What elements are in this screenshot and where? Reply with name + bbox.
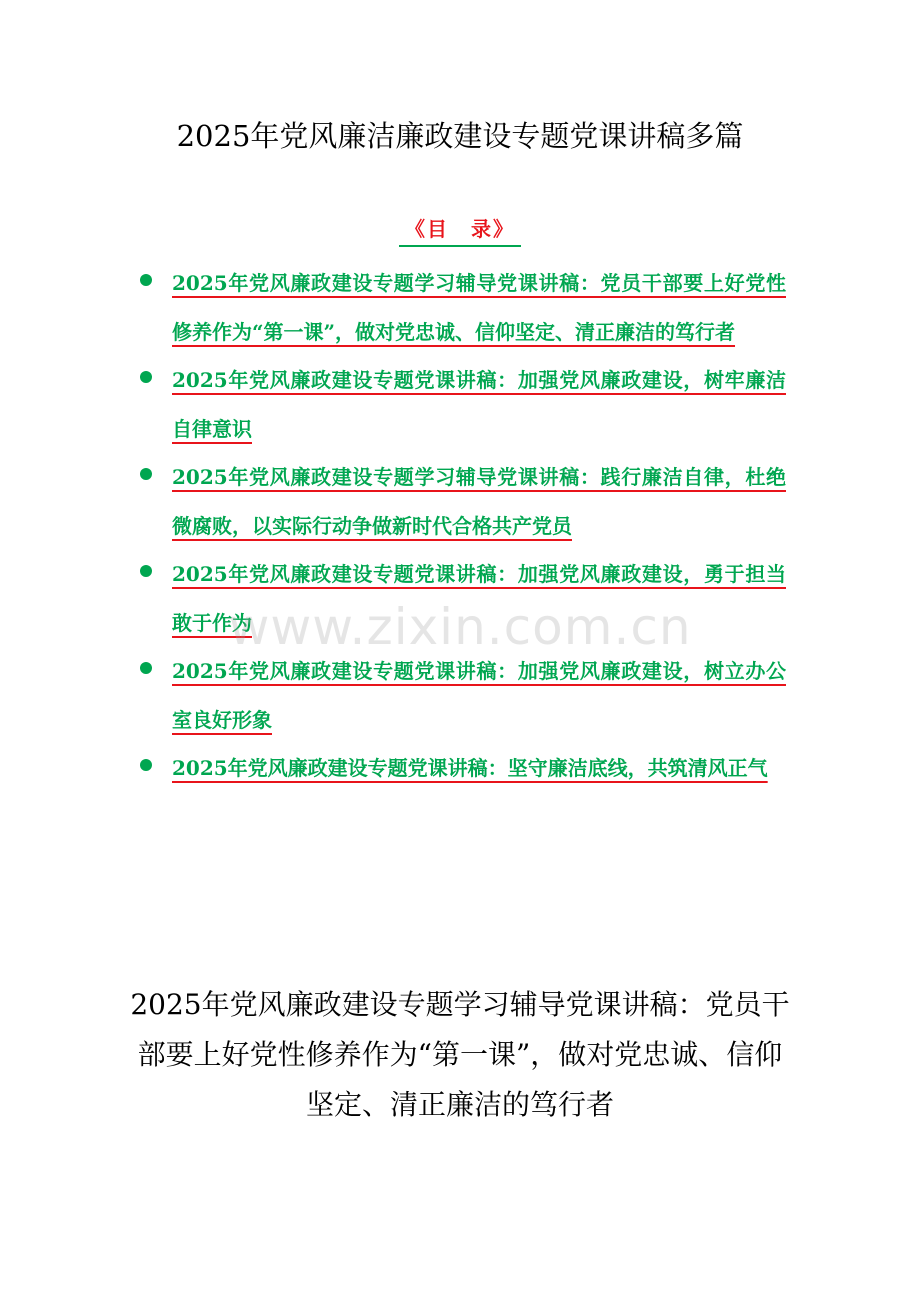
watermark: www.zixin.com.cn [228, 598, 692, 656]
toc-link-text: 2025年党风廉政建设专题党课讲稿：加强党风廉政建设，勇于担当敢于作为 [172, 562, 786, 635]
bullet-icon [140, 468, 152, 480]
toc-link-text: 2025年党风廉政建设专题党课讲稿：加强党风廉政建设，树立办公室良好形象 [172, 659, 786, 732]
toc-link-1[interactable] [172, 259, 786, 356]
toc-item-5[interactable] [136, 647, 786, 744]
bullet-icon [140, 274, 152, 286]
toc-link-text: 2025年党风廉政建设专题学习辅导党课讲稿：党员干部要上好党性修养作为“第一课”，做对党忠诚、信仰坚定、清正廉洁的笃行者 [172, 271, 786, 344]
toc-link-5[interactable] [172, 647, 786, 744]
toc-item-3[interactable] [136, 453, 786, 550]
bullet-icon [140, 371, 152, 383]
toc-link-2[interactable] [172, 356, 786, 453]
toc-link-6[interactable] [172, 744, 786, 793]
toc-link-3[interactable] [172, 453, 786, 550]
bullet-icon [140, 662, 152, 674]
toc-item-1[interactable] [136, 259, 786, 356]
toc-link-text: 2025年党风廉政建设专题党课讲稿：坚守廉洁底线，共筑清风正气 [172, 756, 768, 780]
toc-heading-label: 《目 录》 [399, 214, 521, 247]
toc-link-text: 2025年党风廉政建设专题学习辅导党课讲稿：践行廉洁自律，杜绝微腐败，以实际行动争做新时代合格共产党员 [172, 465, 786, 538]
bullet-icon [140, 565, 152, 577]
toc-heading [0, 214, 920, 247]
toc-item-2[interactable] [136, 356, 786, 453]
bullet-icon [140, 759, 152, 771]
toc-link-text: 2025年党风廉政建设专题党课讲稿：加强党风廉政建设，树牢廉洁自律意识 [172, 368, 786, 441]
section-title: 2025年党风廉政建设专题学习辅导党课讲稿：党员干部要上好党性修养作为“第一课”，做对党忠诚、信仰坚定、清正廉洁的笃行者 [130, 988, 790, 1121]
table-of-contents [136, 259, 786, 793]
toc-item-6[interactable] [136, 744, 786, 793]
document-title: 2025年党风廉洁廉政建设专题党课讲稿多篇 [176, 119, 744, 153]
